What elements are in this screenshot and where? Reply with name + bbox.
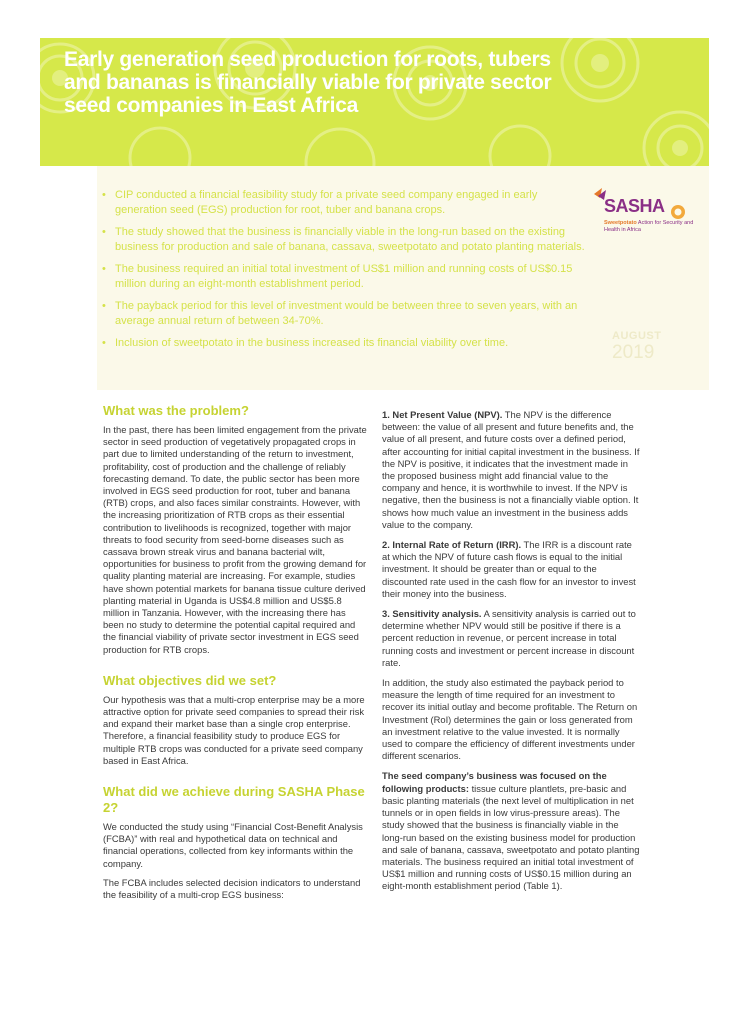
logo-tagline: Sweetpotato Action for Security and Health in Africa — [604, 220, 694, 233]
summary-bullet: • The study showed that the business is financially viable in the long-run based on the existing business for production and sale of banana, cassava, sweetpotato and potato planting materials. — [115, 225, 585, 255]
achieve-text: The FCBA includes selected decision indicators to understand the feasibility of a multi-crop EGS business: — [103, 876, 361, 901]
summary-list — [97, 188, 585, 358]
achieve-heading: What did we achieve during SASHA Phase 2? — [103, 784, 365, 816]
objectives-heading: What objectives did we set? — [103, 672, 277, 688]
problem-text: In the past, there has been limited engagement from the private sector in seed production of vegetatively propagated crops in part due to limited understanding of the return to investment, profitability, cost of production and the challenge of reliably forecasting demand. To date, the public sector has been more involved in EGS seed production for root, tuber and banana (RTB) crops, and also faces similar constraints. However, with the increasing prioritization of RTB crops as their essential contribution to livelihoods is recognized, together with major threats to food security from seed-borne diseases such as cassava brown streak virus and banana bacterial wilt, opportunities for business to profit from the growing demand for quality planting material are increasing. For example, studies have shown potential markets for banana tissue culture derived planting material in Uganda is US$4.8 million and US$5.8 million in Tanzania. However, with the increasing there has been no study to determine the potential capital required and the financial viability of private sector investment in EGS seed production for RTB crops. — [103, 424, 367, 655]
sensitivity-label: 3. Sensitivity analysis. — [382, 608, 482, 620]
page-title: Early generation seed production for roots, tubers and bananas is financially viable for private sector seed companies in East Africa — [64, 48, 552, 117]
objectives-text: Our hypothesis was that a multi-crop enterprise may be a more attractive option for private seed companies to spread their risk and expand their market base than a single crop enterprise. Therefore, a financial feasibility study to produce EGS for multiple RTB crops was conducted for a private seed company based in East Africa. — [103, 693, 365, 766]
npv-paragraph: 1. Net Present Value (NPV). The NPV is the difference between: the value of all present and future benefits and, the value of all present, and future costs over a defined period, after accounting for initial capital investment in the business. If the NPV is positive, it indicates that the investment made in the proposed business might add financial value to the company and hence, it is worthwhile to invest. If the NPV is negative, then the business is not a financially viable option. It shows how much value an investment in the business adds value to the company. — [382, 409, 640, 530]
date-month: AUGUST — [612, 330, 662, 342]
payback-paragraph: In addition, the study also estimated the payback period to measure the length of time required for an investment to recover its initial outlay and become profitable. The Return on Investment (RoI) determines the gain or loss generated from an investment relative to the value invested. It is normally used to compare the efficiency of different investments under different scenarios. — [382, 677, 638, 762]
date-year: 2019 — [612, 342, 655, 363]
left-column — [103, 403, 367, 908]
summary-bullet: • CIP conducted a financial feasibility study for a private seed company engaged in early generation seed (EGS) production for root, tuber and banana crops. — [115, 188, 585, 218]
problem-heading: What was the problem? — [103, 403, 249, 418]
logo-name: SASHA — [604, 196, 665, 216]
focus-paragraph: The seed company’s business was focused on the following products: tissue culture plantlets, pre-basic and basic planting materials (the next level of multiplication in net tunnels or in open fields in low virus-pressure areas). The study showed that the business is financially viable in the long-run based on the existing business model for production and sale of banana, cassava, sweetpotato and potato planting materials. The business required an initial total investment of US$1 million and running costs of US$0.15 million during an eight-month establishment period (Table 1). — [382, 770, 640, 892]
sasha-logo — [592, 188, 694, 240]
summary-bullet: • Inclusion of sweetpotato in the business increased its financial viability over time. — [115, 336, 585, 351]
npv-label: 1. Net Present Value (NPV). — [382, 409, 503, 420]
sensitivity-paragraph: 3. Sensitivity analysis. A sensitivity analysis is carried out to determine whether NPV would still be positive if there is a percent reduction in revenue, or percent increase in total running costs and investment or percent increase in discount rate. — [382, 608, 636, 668]
achieve-text: We conducted the study using “Financial Cost-Benefit Analysis (FCBA)” with real and hypothetical data on technical and financial operations, collected from key informants within the company. — [103, 821, 363, 869]
summary-bullet: • The payback period for this level of investment would be between three to seven years, with an average annual return of between 34-70%. — [115, 299, 585, 329]
right-column — [382, 409, 640, 901]
summary-bullet: • The business required an initial total investment of US$1 million and running costs of US$0.15 million during an eight-month establishment period. — [115, 262, 585, 292]
focus-label: The seed company’s business was focused on the following products: — [382, 770, 607, 794]
irr-label: 2. Internal Rate of Return (IRR). — [382, 539, 522, 551]
irr-paragraph: 2. Internal Rate of Return (IRR). The IRR is a discount rate at which the NPV of future cash flows is equal to the initial investment. It should be greater than or equal to the discounted rate used in the cash flow for an investor to invest their money into the business. — [382, 539, 636, 599]
